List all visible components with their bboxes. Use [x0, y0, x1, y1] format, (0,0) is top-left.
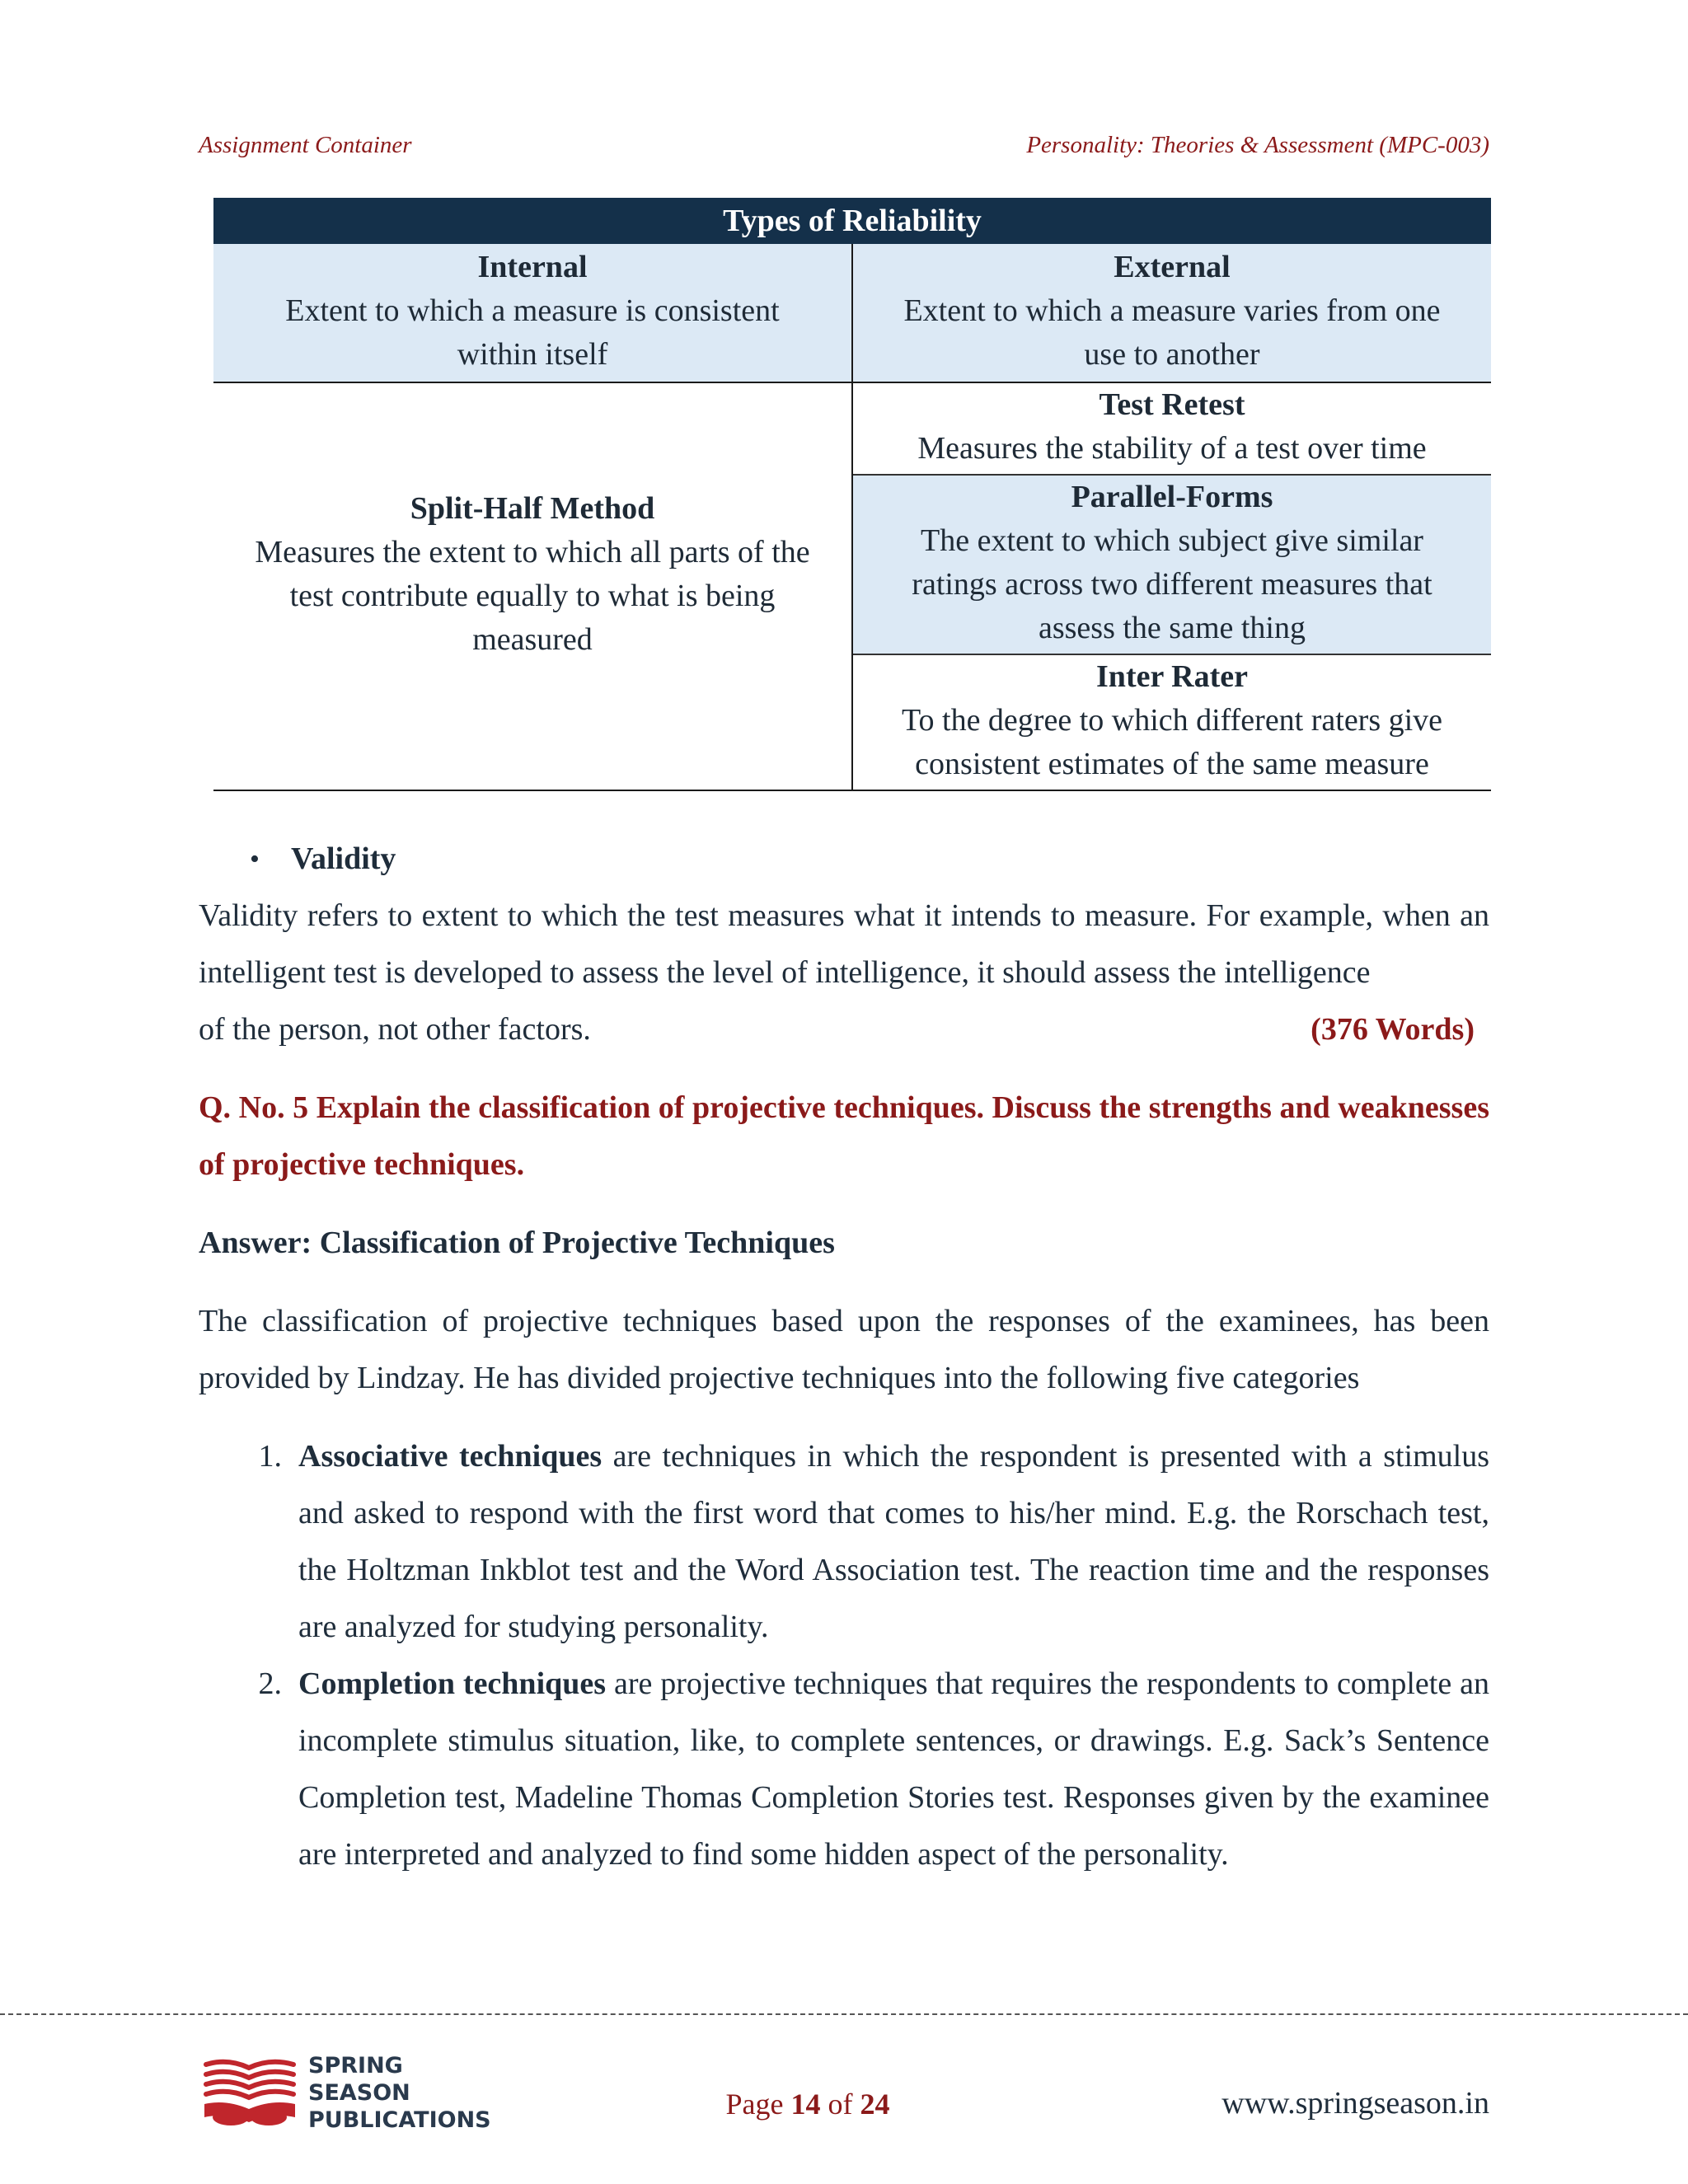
- validity-heading-row: [250, 831, 1489, 888]
- intro-paragraph: The classification of projective techniques based upon the responses of the examinees, has been provided by Lindzay. He has divided projective techniques into the following five categories: [199, 1304, 1489, 1395]
- footer-divider: [0, 2013, 1688, 2015]
- question-5: Q. No. 5 Explain the classification of projective techniques. Discuss the strengths and weaknesses of projective techniques.: [199, 1090, 1489, 1182]
- test-retest-desc: Measures the stability of a test over time: [917, 431, 1427, 466]
- list-item-text: [298, 1428, 1489, 1656]
- inter-rater-cell: [852, 654, 1491, 790]
- internal-title: Internal: [477, 250, 588, 284]
- logo-line-3: PUBLICATIONS: [308, 2107, 491, 2133]
- list-item: [199, 1656, 1489, 1883]
- header-right: Personality: Theories & Assessment (MPC-003): [1026, 132, 1489, 158]
- techniques-list: [199, 1428, 1489, 1883]
- technique-term: Associative techniques: [298, 1439, 603, 1474]
- reliability-table: [213, 198, 1491, 791]
- table-title: Types of Reliability: [213, 198, 1491, 244]
- bullet-icon: •: [250, 844, 260, 874]
- test-retest-title: Test Retest: [1099, 387, 1245, 422]
- page-of: of: [820, 2088, 860, 2121]
- validity-last-text: of the person, not other factors.: [199, 1012, 591, 1047]
- inter-rater-desc: To the degree to which different raters give consistent estimates of the same measure: [901, 703, 1443, 781]
- header-left: Assignment Container: [199, 132, 412, 158]
- split-half-cell: [213, 382, 852, 790]
- answer-heading: Answer: Classification of Projective Techniques: [199, 1226, 835, 1260]
- technique-desc: are techniques in which the respondent is presented with a stimulus and asked to respond with the first word that comes to his/her mind. E.g. the Rorschach test, the Holtzman Inkblot test and the Word Association test. The reaction time and the responses are analyzed for studying personality.: [298, 1439, 1489, 1644]
- test-retest-cell: [852, 382, 1491, 475]
- word-count: (376 Words): [1311, 1012, 1475, 1047]
- page-current: 14: [790, 2088, 821, 2121]
- external-title: External: [1114, 250, 1231, 284]
- external-desc: Extent to which a measure varies from one use to another: [903, 293, 1441, 372]
- split-half-title: Split-Half Method: [410, 490, 655, 526]
- validity-heading: Validity: [291, 841, 396, 876]
- list-item-text: [298, 1656, 1489, 1883]
- list-number: 1.: [258, 1439, 282, 1474]
- technique-term: Completion techniques: [298, 1666, 607, 1701]
- website-link[interactable]: www.springseason.in: [1221, 2086, 1489, 2121]
- technique-desc: are projective techniques that requires the respondents to complete an incomplete stimulus situation, like, to complete sentences, or drawings. E.g. Sack’s Sentence Completion test, Madeline Thomas Completion Stories test. Responses given by the examinee are interpreted and analyzed to find some hidden aspect of the personality.: [298, 1666, 1489, 1872]
- page-total: 24: [860, 2088, 890, 2121]
- list-number: 2.: [258, 1666, 282, 1701]
- list-item: [199, 1428, 1489, 1656]
- logo-line-1: SPRING: [308, 2053, 403, 2079]
- inter-rater-title: Inter Rater: [1096, 659, 1248, 694]
- external-cell: [852, 244, 1491, 382]
- page-header: [199, 132, 1489, 159]
- validity-text: Validity refers to extent to which the test measures what it intends to measure. For example, when an intelligent test is developed to assess the level of intelligence, it should assess the intelligence: [199, 898, 1489, 990]
- parallel-forms-cell: [852, 475, 1491, 654]
- validity-last-line: [199, 1001, 1489, 1058]
- internal-cell: [213, 244, 852, 382]
- internal-desc: Extent to which a measure is consistent within itself: [285, 293, 780, 372]
- logo-line-2: SEASON: [308, 2080, 410, 2106]
- parallel-forms-title: Parallel-Forms: [1071, 480, 1273, 514]
- page-prefix: Page: [725, 2088, 791, 2121]
- split-half-desc: Measures the extent to which all parts of the test contribute equally to what is being measured: [255, 534, 810, 657]
- main-content: [199, 831, 1489, 1883]
- parallel-forms-desc: The extent to which subject give similar ratings across two different measures that assess the same thing: [912, 523, 1432, 645]
